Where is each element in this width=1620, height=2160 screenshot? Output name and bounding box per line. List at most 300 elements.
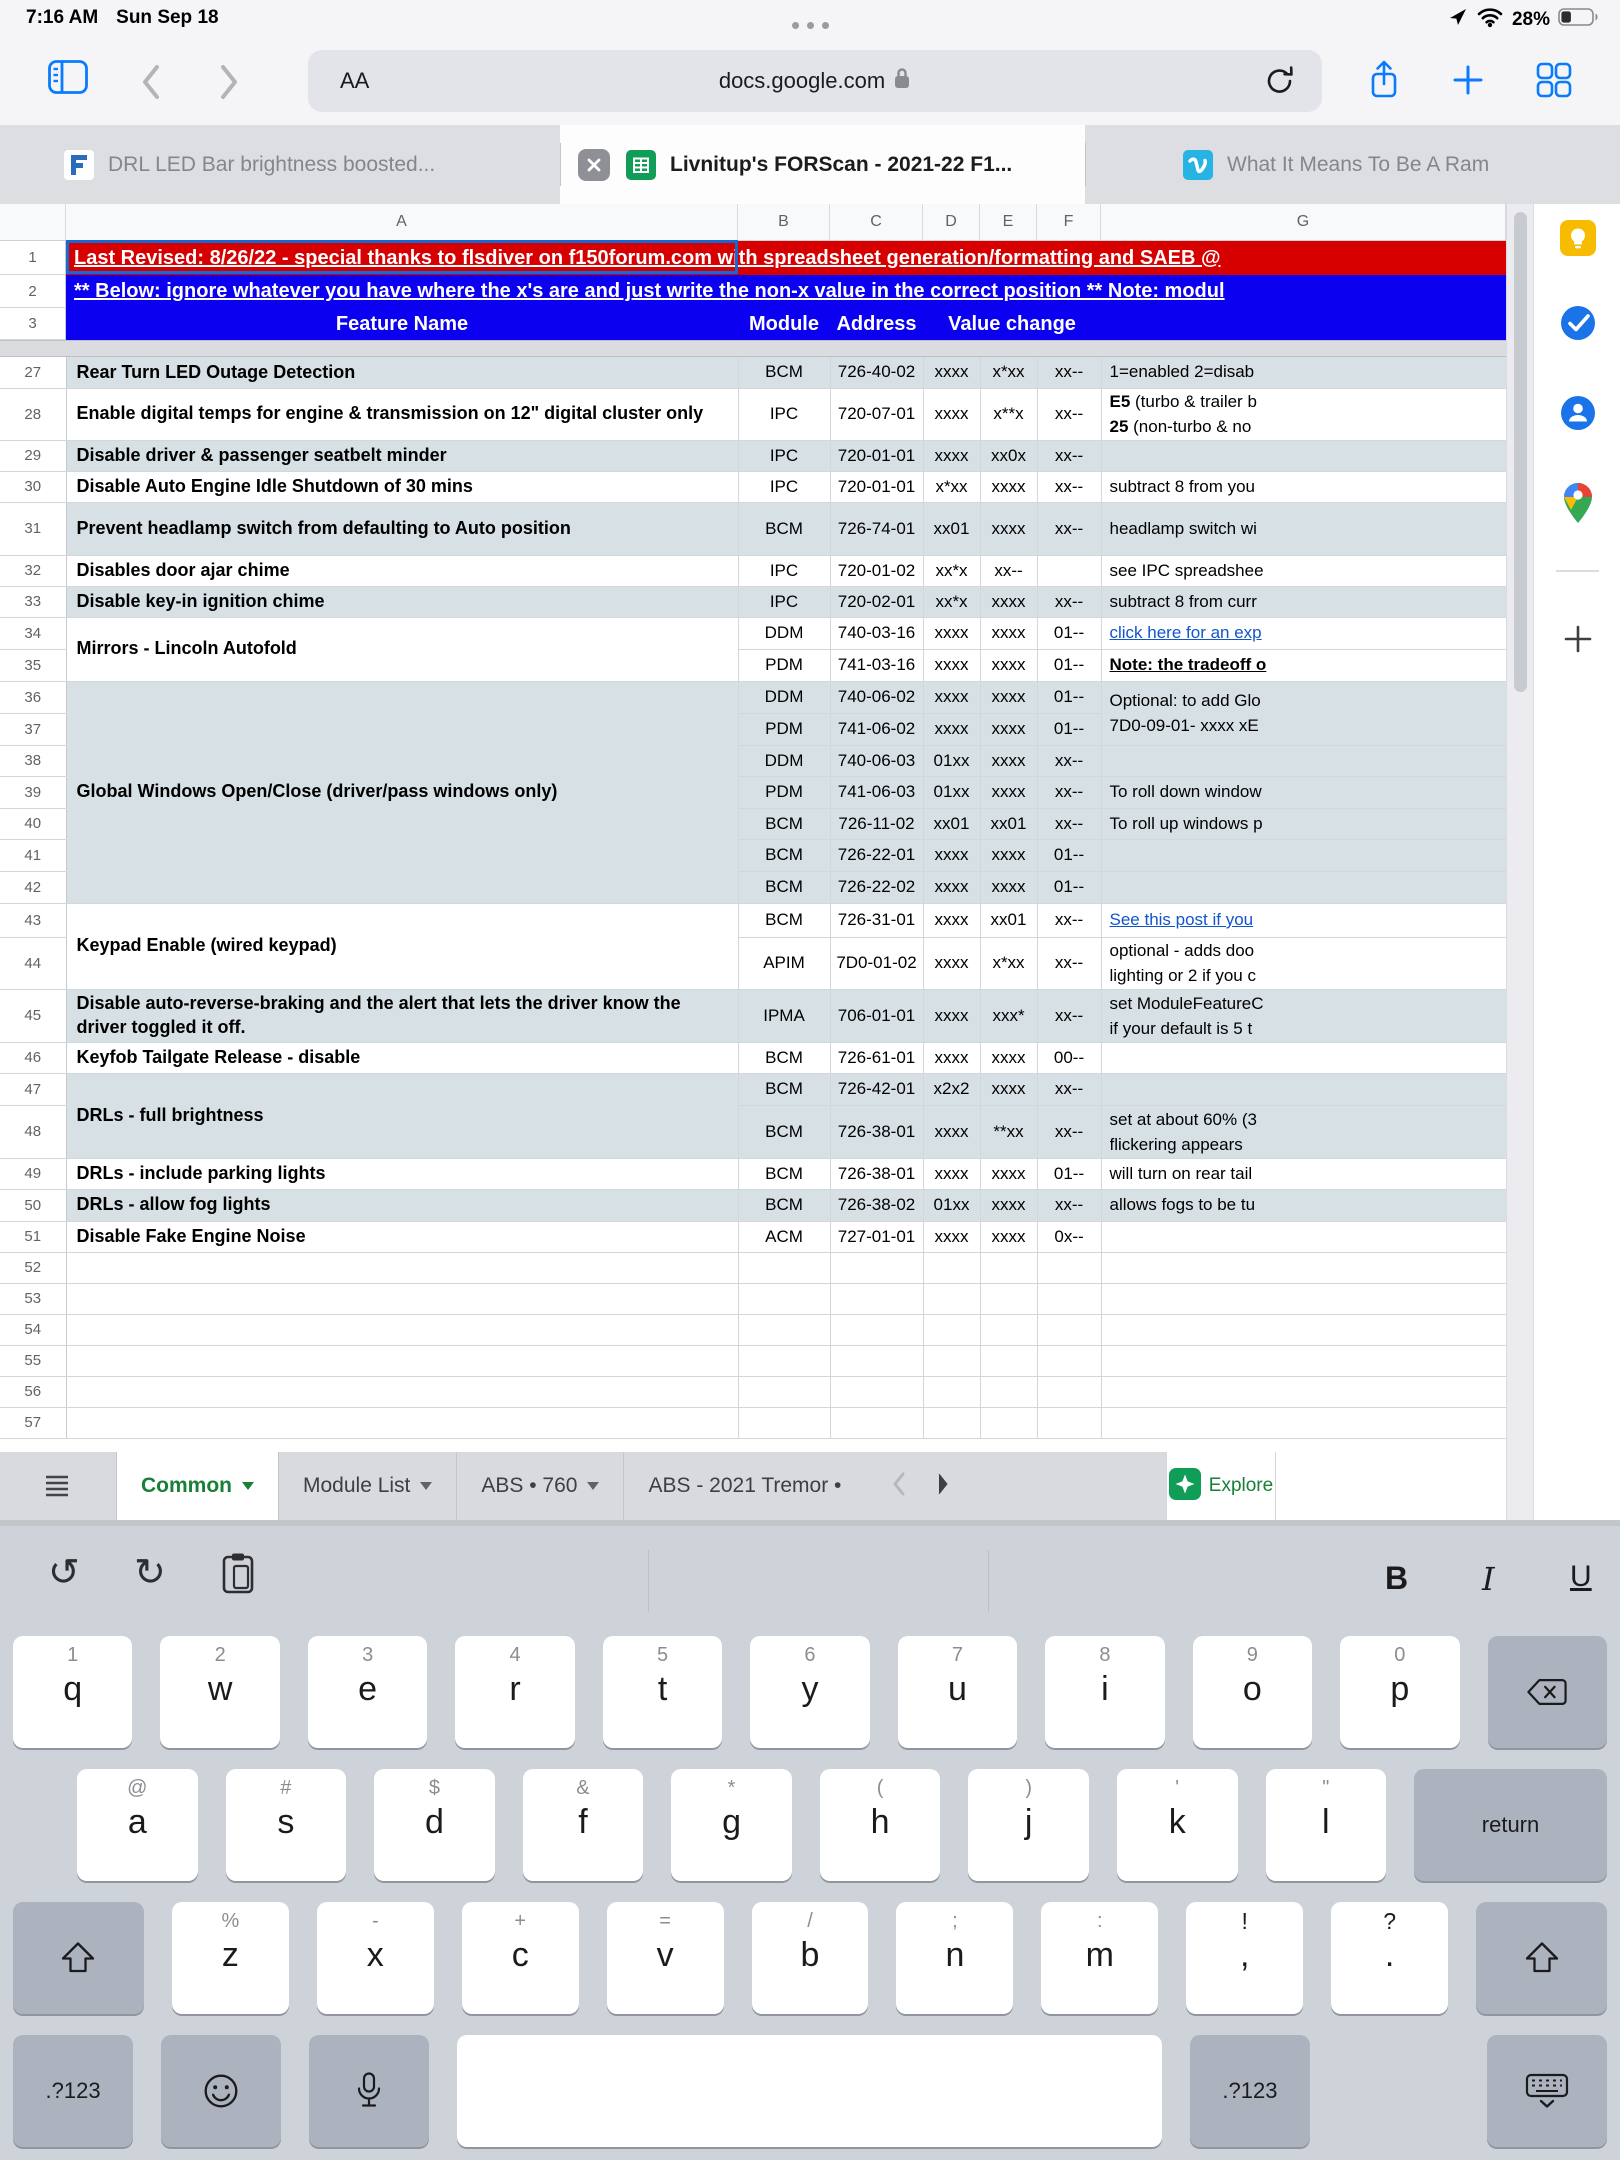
row-header-28[interactable]: 28 [0, 388, 66, 440]
cell-g41[interactable] [1101, 839, 1506, 871]
cell-e35[interactable]: xxxx [980, 649, 1037, 681]
cell-d44[interactable]: xxxx [923, 937, 980, 989]
cell-c45[interactable]: 706-01-01 [830, 989, 923, 1042]
sheet-tabs-next-icon[interactable] [935, 1471, 951, 1502]
key-emoji-icon[interactable] [161, 2035, 281, 2147]
cell-d54[interactable] [923, 1314, 980, 1345]
column-headers[interactable] [0, 204, 1506, 241]
cell-f42[interactable]: 01-- [1037, 871, 1101, 903]
row-header-52[interactable]: 52 [0, 1252, 66, 1283]
tab-overview-icon[interactable] [1536, 62, 1572, 103]
cell-b48[interactable]: BCM [738, 1105, 830, 1158]
cell-f35[interactable]: 01-- [1037, 649, 1101, 681]
cell-g53[interactable] [1101, 1283, 1506, 1314]
redo-icon[interactable]: ↻ [134, 1552, 166, 1594]
cell-e36[interactable]: xxxx [980, 681, 1037, 713]
row-header-32[interactable]: 32 [0, 555, 66, 586]
column-header-g[interactable]: G [1101, 204, 1506, 240]
cell-f54[interactable] [1037, 1314, 1101, 1345]
cell-f36[interactable]: 01-- [1037, 681, 1101, 713]
cell-b55[interactable] [738, 1345, 830, 1376]
cell-c38[interactable]: 740-06-03 [830, 745, 923, 776]
cell-c47[interactable]: 726-42-01 [830, 1073, 923, 1105]
row-header-54[interactable]: 54 [0, 1314, 66, 1345]
cell-e41[interactable]: xxxx [980, 839, 1037, 871]
cell-f50[interactable]: xx-- [1037, 1189, 1101, 1221]
cell-c53[interactable] [830, 1283, 923, 1314]
cell-e42[interactable]: xxxx [980, 871, 1037, 903]
row-header-35[interactable]: 35 [0, 649, 66, 681]
sheet-tab-module-list[interactable]: Module List [279, 1452, 457, 1520]
cell-c49[interactable]: 726-38-01 [830, 1158, 923, 1189]
cell-f28[interactable]: xx-- [1037, 388, 1101, 440]
new-tab-plus-icon[interactable] [1452, 64, 1484, 101]
cell-a31[interactable]: Prevent headlamp switch from defaulting to Auto position [66, 502, 738, 555]
cell-a55[interactable] [66, 1345, 738, 1376]
row-header-31[interactable]: 31 [0, 502, 66, 555]
column-header-a[interactable]: A [66, 204, 738, 240]
cell-b33[interactable]: IPC [738, 586, 830, 617]
row-header-33[interactable]: 33 [0, 586, 66, 617]
row-header-53[interactable]: 53 [0, 1283, 66, 1314]
tab-vimeo[interactable] [1085, 125, 1620, 204]
row-header-55[interactable]: 55 [0, 1345, 66, 1376]
row-header-48[interactable]: 48 [0, 1105, 66, 1158]
cell-c55[interactable] [830, 1345, 923, 1376]
key-x[interactable]: - x [317, 1902, 434, 2014]
cell-g51[interactable] [1101, 1221, 1506, 1252]
cell-c57[interactable] [830, 1407, 923, 1438]
key-.?123[interactable]: .?123 [1190, 2035, 1310, 2147]
cell-b57[interactable] [738, 1407, 830, 1438]
cell-g56[interactable] [1101, 1376, 1506, 1407]
cell-e32[interactable]: xx-- [980, 555, 1037, 586]
cell-e43[interactable]: xx01 [980, 903, 1037, 937]
sheet-tabs-prev-icon[interactable] [891, 1471, 907, 1502]
cell-c40[interactable]: 726-11-02 [830, 808, 923, 839]
row-header-40[interactable]: 40 [0, 808, 66, 839]
cell-f39[interactable]: xx-- [1037, 776, 1101, 808]
cell-a36[interactable]: Global Windows Open/Close (driver/pass windows only) [66, 681, 738, 903]
cell-g40[interactable]: To roll up windows p [1101, 808, 1506, 839]
header-address[interactable]: Address [836, 312, 917, 335]
key-z[interactable]: % z [172, 1902, 289, 2014]
cell-f56[interactable] [1037, 1376, 1101, 1407]
cell-b47[interactable]: BCM [738, 1073, 830, 1105]
cell-g36[interactable]: Optional: to add Glo 7D0-09-01- xxxx xE [1101, 681, 1506, 745]
cell-e27[interactable]: x*xx [980, 357, 1037, 388]
row-header-36[interactable]: 36 [0, 681, 66, 713]
row-header-43[interactable]: 43 [0, 903, 66, 937]
cell-c43[interactable]: 726-31-01 [830, 903, 923, 937]
cell-c46[interactable]: 726-61-01 [830, 1042, 923, 1073]
header-module[interactable]: Module [749, 312, 819, 335]
row-header-50[interactable]: 50 [0, 1189, 66, 1221]
cell-c31[interactable]: 726-74-01 [830, 502, 923, 555]
cell-a32[interactable]: Disables door ajar chime [66, 555, 738, 586]
reload-icon[interactable] [1264, 65, 1296, 102]
cell-f47[interactable]: xx-- [1037, 1073, 1101, 1105]
key-w[interactable]: 2 w [160, 1636, 279, 1748]
cell-c33[interactable]: 720-02-01 [830, 586, 923, 617]
cell-f53[interactable] [1037, 1283, 1101, 1314]
cell-a50[interactable]: DRLs - allow fog lights [66, 1189, 738, 1221]
row-header-42[interactable]: 42 [0, 871, 66, 903]
cell-c34[interactable]: 740-03-16 [830, 617, 923, 649]
sidebar-icon[interactable] [48, 60, 88, 99]
back-icon[interactable] [140, 64, 162, 105]
column-header-f[interactable]: F [1037, 204, 1101, 240]
key-shift-icon[interactable] [13, 1902, 144, 2014]
key-shift-icon[interactable] [1476, 1902, 1607, 2014]
cell-g49[interactable]: will turn on rear tail [1101, 1158, 1506, 1189]
cell-b52[interactable] [738, 1252, 830, 1283]
cell-g57[interactable] [1101, 1407, 1506, 1438]
cell-f40[interactable]: xx-- [1037, 808, 1101, 839]
key-return[interactable]: return [1414, 1769, 1607, 1881]
cell-d49[interactable]: xxxx [923, 1158, 980, 1189]
table-header-row[interactable] [66, 308, 1506, 340]
cell-e52[interactable] [980, 1252, 1037, 1283]
cell-g43[interactable]: See this post if you [1101, 903, 1506, 937]
cell-a51[interactable]: Disable Fake Engine Noise [66, 1221, 738, 1252]
cell-c36[interactable]: 740-06-02 [830, 681, 923, 713]
cell-d50[interactable]: 01xx [923, 1189, 980, 1221]
cell-c42[interactable]: 726-22-02 [830, 871, 923, 903]
cell-a27[interactable]: Rear Turn LED Outage Detection [66, 357, 738, 388]
cell-f57[interactable] [1037, 1407, 1101, 1438]
cell-b51[interactable]: ACM [738, 1221, 830, 1252]
key-f[interactable]: & f [523, 1769, 644, 1881]
column-header-e[interactable]: E [980, 204, 1037, 240]
underline-button[interactable]: U [1570, 1560, 1592, 1593]
cell-f38[interactable]: xx-- [1037, 745, 1101, 776]
cell-d33[interactable]: xx*x [923, 586, 980, 617]
share-icon[interactable] [1368, 60, 1400, 105]
cell-a33[interactable]: Disable key-in ignition chime [66, 586, 738, 617]
cell-b45[interactable]: IPMA [738, 989, 830, 1042]
cell-g39[interactable]: To roll down window [1101, 776, 1506, 808]
cell-d57[interactable] [923, 1407, 980, 1438]
cell-e33[interactable]: xxxx [980, 586, 1037, 617]
cell-f55[interactable] [1037, 1345, 1101, 1376]
cell-b39[interactable]: PDM [738, 776, 830, 808]
cell-a30[interactable]: Disable Auto Engine Idle Shutdown of 30 mins [66, 471, 738, 502]
header-feature-name[interactable]: Feature Name [335, 312, 469, 335]
cell-c35[interactable]: 741-03-16 [830, 649, 923, 681]
row-header-39[interactable]: 39 [0, 776, 66, 808]
cell-g55[interactable] [1101, 1345, 1506, 1376]
cell-b40[interactable]: BCM [738, 808, 830, 839]
row-header-56[interactable]: 56 [0, 1376, 66, 1407]
cell-e31[interactable]: xxxx [980, 502, 1037, 555]
cell-g29[interactable] [1101, 440, 1506, 471]
cell-e46[interactable]: xxxx [980, 1042, 1037, 1073]
row-header-45[interactable]: 45 [0, 989, 66, 1042]
cell-d31[interactable]: xx01 [923, 502, 980, 555]
cell-f45[interactable]: xx-- [1037, 989, 1101, 1042]
cell-a28[interactable]: Enable digital temps for engine & transmission on 12" digital cluster only [66, 388, 738, 440]
all-sheets-menu-icon[interactable] [44, 1474, 70, 1498]
cell-g28[interactable]: E5 (turbo & trailer b 25 (non-turbo & no [1101, 388, 1506, 440]
cell-d38[interactable]: 01xx [923, 745, 980, 776]
cell-g35[interactable]: Note: the tradeoff o [1101, 649, 1506, 681]
key-space[interactable] [457, 2035, 1162, 2147]
header-value-change[interactable]: Value change [948, 312, 1076, 335]
cell-a47[interactable]: DRLs - full brightness [66, 1073, 738, 1158]
key-a[interactable]: @ a [77, 1769, 198, 1881]
cell-d40[interactable]: xx01 [923, 808, 980, 839]
cell-e37[interactable]: xxxx [980, 713, 1037, 745]
cell-c51[interactable]: 727-01-01 [830, 1221, 923, 1252]
cell-e47[interactable]: xxxx [980, 1073, 1037, 1105]
cell-b53[interactable] [738, 1283, 830, 1314]
cell-f44[interactable]: xx-- [1037, 937, 1101, 989]
cell-d46[interactable]: xxxx [923, 1042, 980, 1073]
cell-c32[interactable]: 720-01-02 [830, 555, 923, 586]
cell-d53[interactable] [923, 1283, 980, 1314]
cell-a49[interactable]: DRLs - include parking lights [66, 1158, 738, 1189]
cell-g27[interactable]: 1=enabled 2=disab [1101, 357, 1506, 388]
cell-a53[interactable] [66, 1283, 738, 1314]
cell-d29[interactable]: xxxx [923, 440, 980, 471]
cell-e30[interactable]: xxxx [980, 471, 1037, 502]
undo-icon[interactable]: ↺ [48, 1552, 80, 1594]
cell-a1[interactable]: Last Revised: 8/26/22 - special thanks to flsdiver on f150forum.com with spreadsheet generation/formatting and SAEB @ [66, 241, 1506, 275]
cell-g38[interactable] [1101, 745, 1506, 776]
cell-c44[interactable]: 7D0-01-02 [830, 937, 923, 989]
cell-f27[interactable]: xx-- [1037, 357, 1101, 388]
cell-f33[interactable]: xx-- [1037, 586, 1101, 617]
key-g[interactable]: * g [671, 1769, 792, 1881]
maps-icon[interactable] [1534, 482, 1620, 524]
cell-c29[interactable]: 720-01-01 [830, 440, 923, 471]
cell-b44[interactable]: APIM [738, 937, 830, 989]
cell-c30[interactable]: 720-01-01 [830, 471, 923, 502]
italic-button[interactable]: I [1482, 1560, 1495, 1598]
key-d[interactable]: $ d [374, 1769, 495, 1881]
key-k[interactable]: ' k [1117, 1769, 1238, 1881]
cell-d39[interactable]: 01xx [923, 776, 980, 808]
cell-e40[interactable]: xx01 [980, 808, 1037, 839]
key-s[interactable]: # s [226, 1769, 347, 1881]
contacts-icon[interactable] [1534, 394, 1620, 432]
cell-d34[interactable]: xxxx [923, 617, 980, 649]
close-tab-icon[interactable] [578, 149, 610, 181]
cell-d32[interactable]: xx*x [923, 555, 980, 586]
key-mic-icon[interactable] [309, 2035, 429, 2147]
cell-f34[interactable]: 01-- [1037, 617, 1101, 649]
row-header-27[interactable]: 27 [0, 357, 66, 388]
key-backspace-icon[interactable] [1488, 1636, 1607, 1748]
key-m[interactable]: : m [1041, 1902, 1158, 2014]
cell-b49[interactable]: BCM [738, 1158, 830, 1189]
column-header-d[interactable]: D [923, 204, 980, 240]
cell-f29[interactable]: xx-- [1037, 440, 1101, 471]
key-h[interactable]: ( h [820, 1769, 941, 1881]
row-header-34[interactable]: 34 [0, 617, 66, 649]
cell-f30[interactable]: xx-- [1037, 471, 1101, 502]
cell-c56[interactable] [830, 1376, 923, 1407]
row-header-38[interactable]: 38 [0, 745, 66, 776]
tasks-icon[interactable] [1534, 304, 1620, 342]
cell-d45[interactable]: xxxx [923, 989, 980, 1042]
cell-e56[interactable] [980, 1376, 1037, 1407]
cell-b35[interactable]: PDM [738, 649, 830, 681]
cell-a45[interactable]: Disable auto-reverse-braking and the alert that lets the driver know the driver toggled it off. [66, 989, 738, 1042]
cell-e49[interactable]: xxxx [980, 1158, 1037, 1189]
bold-button[interactable]: B [1385, 1560, 1409, 1596]
cell-b30[interactable]: IPC [738, 471, 830, 502]
row-header-3[interactable]: 3 [0, 308, 66, 340]
tab-forscan-sheet[interactable] [560, 125, 1085, 204]
cell-f48[interactable]: xx-- [1037, 1105, 1101, 1158]
cell-g48[interactable]: set at about 60% (3 flickering appears [1101, 1105, 1506, 1158]
row-header-47[interactable]: 47 [0, 1073, 66, 1105]
paste-icon[interactable] [222, 1552, 254, 1599]
cell-g47[interactable] [1101, 1073, 1506, 1105]
cell-d48[interactable]: xxxx [923, 1105, 980, 1158]
cell-d36[interactable]: xxxx [923, 681, 980, 713]
cell-b50[interactable]: BCM [738, 1189, 830, 1221]
cell-f32[interactable] [1037, 555, 1101, 586]
key-b[interactable]: / b [752, 1902, 869, 2014]
key-.?123[interactable]: .?123 [13, 2035, 133, 2147]
sheet-tab-abs-2021-tremor[interactable]: ABS - 2021 Tremor • [648, 1474, 842, 1497]
row-header-49[interactable]: 49 [0, 1158, 66, 1189]
add-addon-plus-icon[interactable] [1534, 624, 1620, 654]
cell-e55[interactable] [980, 1345, 1037, 1376]
key-,[interactable]: ! , [1186, 1902, 1303, 2014]
cell-f37[interactable]: 01-- [1037, 713, 1101, 745]
cell-g54[interactable] [1101, 1314, 1506, 1345]
explore-button[interactable] [1166, 1452, 1276, 1520]
cell-e39[interactable]: xxxx [980, 776, 1037, 808]
cell-e54[interactable] [980, 1314, 1037, 1345]
cell-g46[interactable] [1101, 1042, 1506, 1073]
cell-a29[interactable]: Disable driver & passenger seatbelt minder [66, 440, 738, 471]
row-header-41[interactable]: 41 [0, 839, 66, 871]
key-c[interactable]: + c [462, 1902, 579, 2014]
key-.[interactable]: ? . [1331, 1902, 1448, 2014]
column-header-c[interactable]: C [830, 204, 923, 240]
key-v[interactable]: = v [607, 1902, 724, 2014]
row-header-37[interactable]: 37 [0, 713, 66, 745]
cell-d51[interactable]: xxxx [923, 1221, 980, 1252]
column-header-b[interactable]: B [738, 204, 830, 240]
cell-d27[interactable]: xxxx [923, 357, 980, 388]
vertical-scrollbar[interactable] [1506, 204, 1533, 1526]
cell-d47[interactable]: x2x2 [923, 1073, 980, 1105]
address-bar[interactable] [308, 50, 1322, 112]
key-y[interactable]: 6 y [750, 1636, 869, 1748]
cell-c39[interactable]: 741-06-03 [830, 776, 923, 808]
row-header-2[interactable]: 2 [0, 275, 66, 308]
cell-d30[interactable]: x*xx [923, 471, 980, 502]
cell-d35[interactable]: xxxx [923, 649, 980, 681]
row-header-1[interactable]: 1 [0, 241, 66, 275]
cell-b42[interactable]: BCM [738, 871, 830, 903]
cell-a46[interactable]: Keyfob Tailgate Release - disable [66, 1042, 738, 1073]
key-dismiss-keyboard-icon[interactable] [1487, 2035, 1607, 2147]
keep-icon[interactable] [1534, 220, 1620, 256]
cell-e50[interactable]: xxxx [980, 1189, 1037, 1221]
cell-d52[interactable] [923, 1252, 980, 1283]
cell-b29[interactable]: IPC [738, 440, 830, 471]
tab-drl-led-bar[interactable] [0, 125, 560, 204]
row-header-30[interactable]: 30 [0, 471, 66, 502]
cell-f41[interactable]: 01-- [1037, 839, 1101, 871]
cell-b28[interactable]: IPC [738, 388, 830, 440]
cell-g42[interactable] [1101, 871, 1506, 903]
cell-g32[interactable]: see IPC spreadshee [1101, 555, 1506, 586]
cell-f49[interactable]: 01-- [1037, 1158, 1101, 1189]
cell-a34[interactable]: Mirrors - Lincoln Autofold [66, 617, 738, 681]
cell-e34[interactable]: xxxx [980, 617, 1037, 649]
cell-e57[interactable] [980, 1407, 1037, 1438]
cell-a56[interactable] [66, 1376, 738, 1407]
select-all-corner[interactable] [0, 204, 66, 240]
cell-g34[interactable]: click here for an exp [1101, 617, 1506, 649]
cell-d56[interactable] [923, 1376, 980, 1407]
cell-a54[interactable] [66, 1314, 738, 1345]
key-i[interactable]: 8 i [1045, 1636, 1164, 1748]
cell-f43[interactable]: xx-- [1037, 903, 1101, 937]
forward-icon[interactable] [218, 64, 240, 105]
cell-e44[interactable]: x*xx [980, 937, 1037, 989]
cell-e48[interactable]: **xx [980, 1105, 1037, 1158]
cell-c41[interactable]: 726-22-01 [830, 839, 923, 871]
key-r[interactable]: 4 r [455, 1636, 574, 1748]
cell-b43[interactable]: BCM [738, 903, 830, 937]
cell-b54[interactable] [738, 1314, 830, 1345]
cell-c37[interactable]: 741-06-02 [830, 713, 923, 745]
cell-d28[interactable]: xxxx [923, 388, 980, 440]
cell-a2[interactable]: ** Below: ignore whatever you have where the x's are and just write the non-x value in the correct position ** Note: modul [66, 275, 1506, 308]
cell-e53[interactable] [980, 1283, 1037, 1314]
cell-e29[interactable]: xx0x [980, 440, 1037, 471]
cell-a52[interactable] [66, 1252, 738, 1283]
cell-c48[interactable]: 726-38-01 [830, 1105, 923, 1158]
key-n[interactable]: ; n [896, 1902, 1013, 2014]
cell-g31[interactable]: headlamp switch wi [1101, 502, 1506, 555]
cell-a43[interactable]: Keypad Enable (wired keypad) [66, 903, 738, 989]
cell-b56[interactable] [738, 1376, 830, 1407]
cell-b41[interactable]: BCM [738, 839, 830, 871]
cell-b36[interactable]: DDM [738, 681, 830, 713]
row-header-46[interactable]: 46 [0, 1042, 66, 1073]
cell-b34[interactable]: DDM [738, 617, 830, 649]
key-j[interactable]: ) j [968, 1769, 1089, 1881]
cell-e51[interactable]: xxxx [980, 1221, 1037, 1252]
cell-g33[interactable]: subtract 8 from curr [1101, 586, 1506, 617]
key-t[interactable]: 5 t [603, 1636, 722, 1748]
cell-a57[interactable] [66, 1407, 738, 1438]
key-p[interactable]: 0 p [1340, 1636, 1459, 1748]
cell-b31[interactable]: BCM [738, 502, 830, 555]
cell-c54[interactable] [830, 1314, 923, 1345]
cell-g44[interactable]: optional - adds doo lighting or 2 if you c [1101, 937, 1506, 989]
cell-f31[interactable]: xx-- [1037, 502, 1101, 555]
sheet-tab-common[interactable]: Common [116, 1452, 279, 1520]
cell-b38[interactable]: DDM [738, 745, 830, 776]
cell-d41[interactable]: xxxx [923, 839, 980, 871]
cell-g45[interactable]: set ModuleFeatureC if your default is 5 t [1101, 989, 1506, 1042]
row-header-57[interactable]: 57 [0, 1407, 66, 1438]
key-u[interactable]: 7 u [898, 1636, 1017, 1748]
cell-g52[interactable] [1101, 1252, 1506, 1283]
cell-c52[interactable] [830, 1252, 923, 1283]
